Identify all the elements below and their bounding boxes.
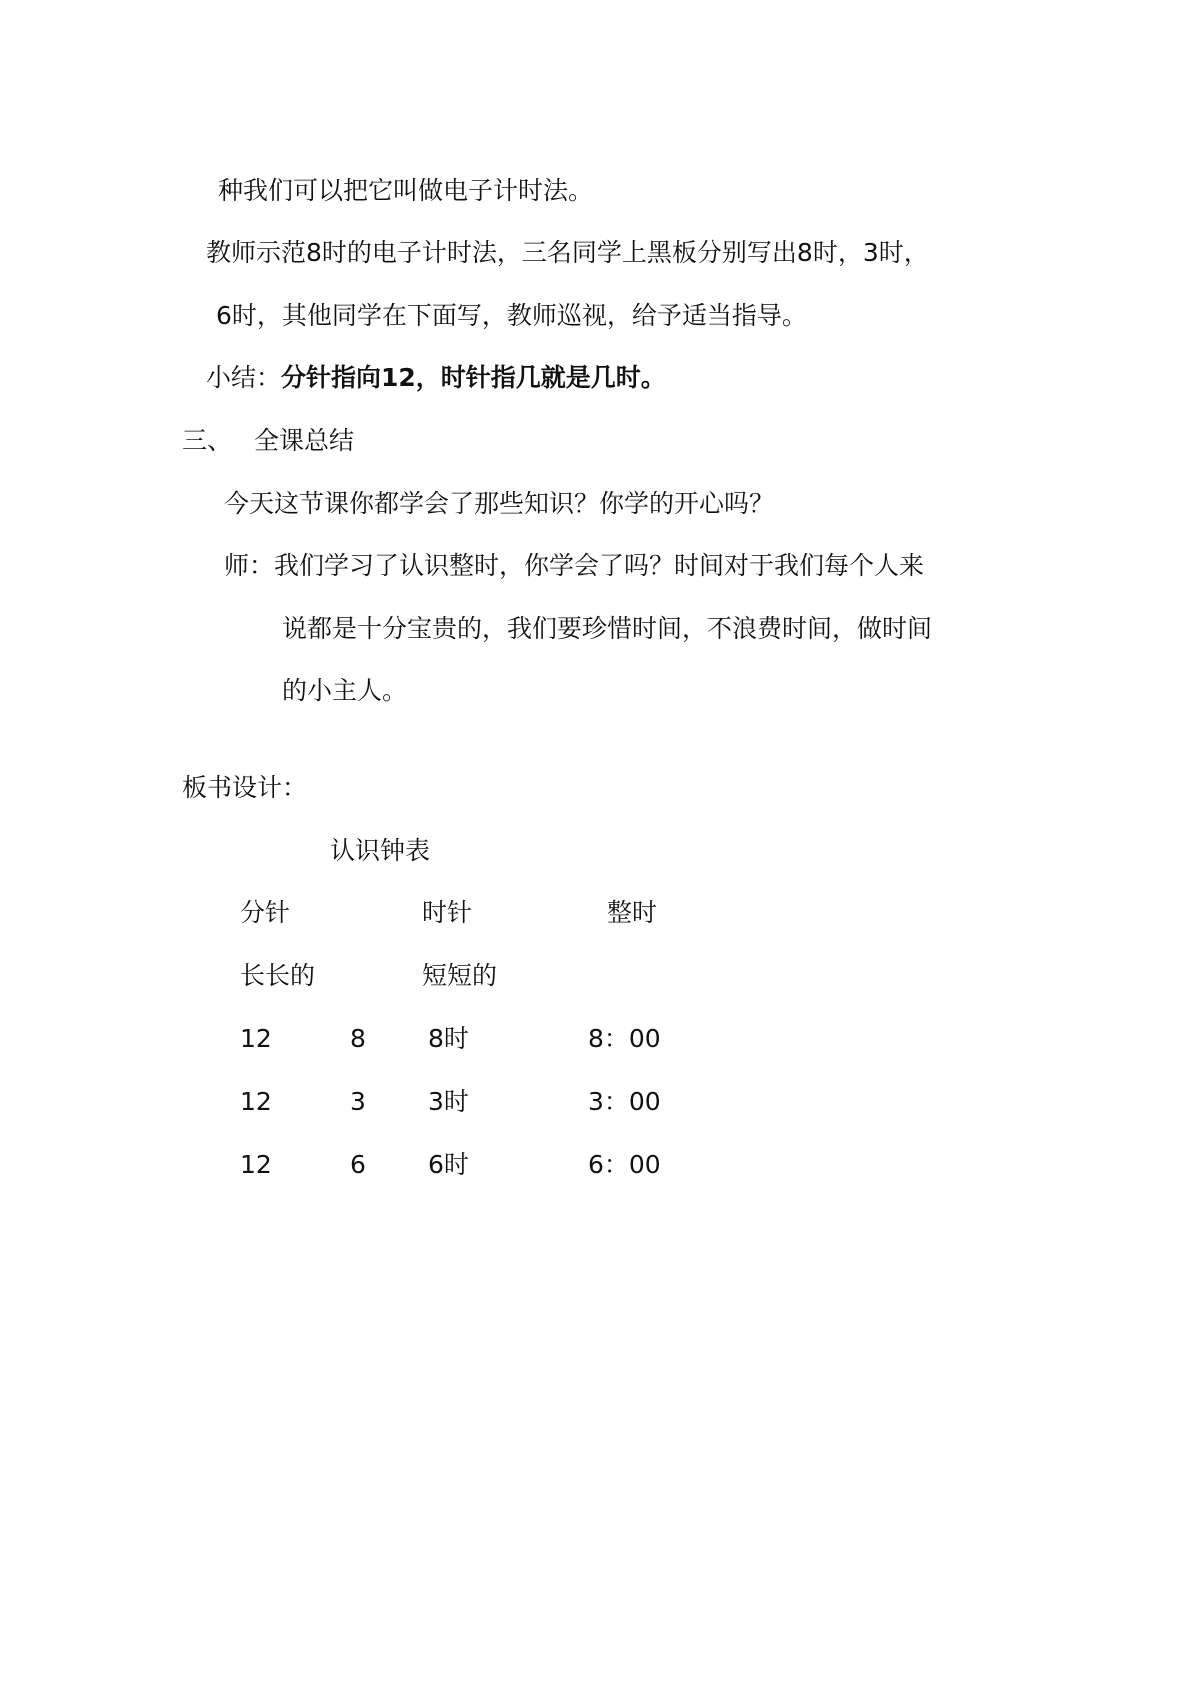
paragraph-line-3: 6时，其他同学在下面写，教师巡视，给予适当指导。 [216, 301, 807, 330]
table-cell: 8 [350, 1024, 366, 1053]
descriptor-long: 长长的 [240, 961, 316, 990]
summary-line [206, 365, 666, 390]
board-design-label: 板书设计： [182, 773, 308, 802]
table-cell: 3时 [428, 1087, 469, 1116]
summary-label: 小结： [206, 363, 282, 392]
paragraph-line-1: 种我们可以把它叫做电子计时法。 [218, 176, 594, 205]
header-hour-hand: 时针 [422, 898, 473, 927]
header-minute-hand: 分针 [240, 898, 291, 927]
table-cell: 3：00 [588, 1087, 661, 1116]
table-cell: 8时 [428, 1024, 469, 1053]
table-cell: 12 [240, 1087, 272, 1116]
board-title: 认识钟表 [330, 836, 431, 865]
teacher-line-3: 的小主人。 [282, 676, 408, 705]
table-cell: 6时 [428, 1150, 469, 1179]
question-line: 今天这节课你都学会了那些知识？你学的开心吗？ [224, 489, 775, 518]
header-whole-hour: 整时 [607, 898, 658, 927]
table-cell: 3 [350, 1087, 366, 1116]
section-3-number: 三、 [182, 426, 233, 455]
teacher-line-1: 师：我们学习了认识整时，你学会了吗？时间对于我们每个人来 [224, 551, 925, 580]
table-cell: 12 [240, 1024, 272, 1053]
section-3-title: 全课总结 [254, 426, 355, 455]
summary-bold-text: 分针指向12，时针指几就是几时。 [281, 363, 666, 392]
table-cell: 12 [240, 1150, 272, 1179]
table-cell: 8：00 [588, 1024, 661, 1053]
descriptor-short: 短短的 [422, 961, 498, 990]
teacher-line-2: 说都是十分宝贵的，我们要珍惜时间，不浪费时间，做时间 [282, 614, 933, 643]
table-cell: 6：00 [588, 1150, 661, 1179]
paragraph-line-2: 教师示范8时的电子计时法，三名同学上黑板分别写出8时，3时， [206, 238, 929, 267]
table-cell: 6 [350, 1150, 366, 1179]
